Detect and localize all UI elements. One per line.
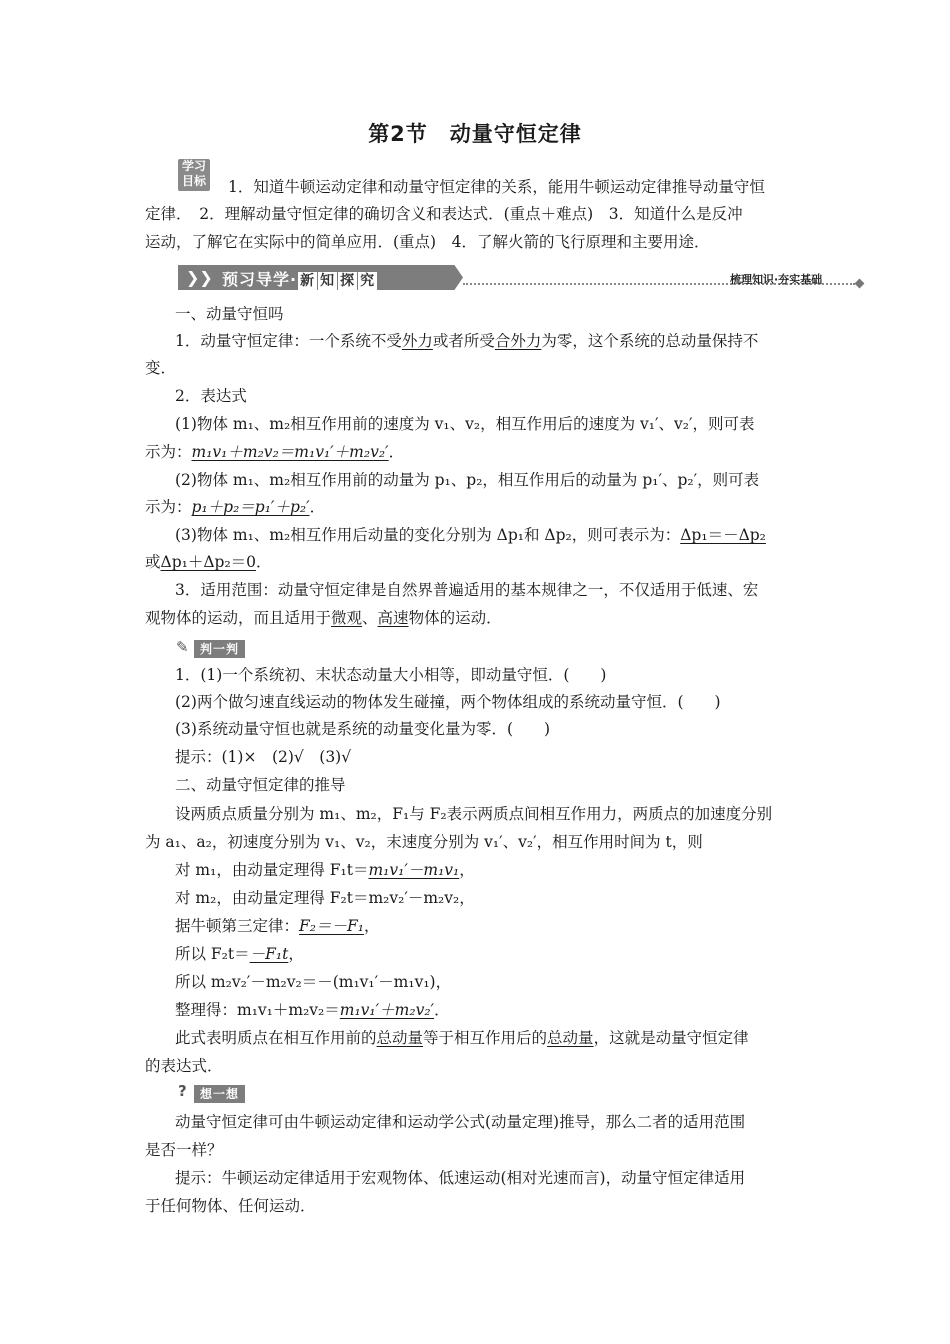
s1-e1: (1)物体 m₁、m₂相互作用前的速度为 v₁、v₂，相互作用后的速度为 v₁′、v₂′，则可表 <box>175 415 755 433</box>
judge-q2: (2)两个做匀速直线运动的物体发生碰撞，两个物体组成的系统动量守恒．( ) <box>175 693 721 711</box>
s1-e3 <box>175 522 805 549</box>
judge-tag: 判一判 <box>194 640 245 658</box>
s1-e3-cont <box>145 549 805 576</box>
s2-d1: 设两质点质量分别为 m₁、m₂，F₁与 F₂表示两质点间相互作用力，两质点的加速度分别 <box>175 805 773 823</box>
s1-blank-delta-p-1: Δp₁＝－Δp₂ <box>680 526 766 544</box>
s2-d6-text: 所以 F₂t＝ <box>175 945 250 963</box>
banner-subtitle: 梳理知识·夯实基础 <box>730 273 823 286</box>
s1-e2: (2)物体 m₁、m₂相互作用前的动量为 p₁、p₂，相互作用后的动量为 p₁′、p₂′，则可表 <box>175 471 760 489</box>
s2-blank-final-expression: m₁v₁′＋m₂v₂′ <box>339 1001 435 1019</box>
s2-d5-end: ， <box>363 917 380 935</box>
s2-d9-text-c: ，这就是动量守恒定律 <box>593 1029 749 1047</box>
s2-d6-end: ， <box>288 945 304 963</box>
s1-e1-cont <box>145 439 805 466</box>
think-q1: 动量守恒定律可由牛顿运动定律和运动学公式(动量定理)推导，那么二者的适用范围 <box>175 1113 746 1131</box>
s2-d3-end: ， <box>459 861 475 879</box>
s2-d9-text-b: 等于相互作用后的 <box>423 1029 548 1047</box>
s2-blank-m1-change: m₁v₁′－m₁v₁ <box>368 861 460 879</box>
s1-blank-delta-p-2: Δp₁＋Δp₂＝0 <box>160 553 257 571</box>
s2-d3-text: 对 m₁，由动量定理得 F₁t＝ <box>175 861 369 879</box>
banner-title-text: 预习导学· <box>222 270 298 289</box>
s1-p1-cont: 变． <box>145 359 177 377</box>
s1-blank-high-speed: 高速 <box>377 609 409 627</box>
s2-d6 <box>175 941 805 968</box>
s1-blank-external-force: 外力 <box>401 332 433 350</box>
s1-p3-sep: 、 <box>362 609 378 627</box>
s2-blank-impulse: －F₁t <box>249 945 289 963</box>
s1-blank-net-force: 合外力 <box>494 332 542 350</box>
s1-blank-microscopic: 微观 <box>331 609 363 627</box>
s1-p1-text-b: 或者所受 <box>432 332 495 350</box>
think-q2: 是否一样？ <box>145 1141 223 1159</box>
s1-e1-end: ． <box>388 443 405 461</box>
think-a2: 于任何物体、任何运动． <box>145 1197 316 1215</box>
think-a1: 提示：牛顿运动定律适用于宏观物体、低速运动(相对光速而言)，动量守恒定律适用 <box>175 1169 746 1187</box>
s2-d5 <box>175 913 805 940</box>
s1-p1 <box>175 328 805 355</box>
s2-blank-third-law: F₂＝－F₁ <box>299 917 364 935</box>
banner-box-1: 新 <box>300 273 316 289</box>
s2-d7: 所以 m₂v₂′－m₂v₂＝－(m₁v₁′－m₁v₁)， <box>175 973 452 991</box>
s2-blank-total-momentum-2: 总动量 <box>547 1029 594 1047</box>
s2-d4: 对 m₂，由动量定理得 F₂t＝m₂v₂′－m₂v₂， <box>175 889 475 907</box>
objectives-badge-bottom: 目标 <box>181 174 206 188</box>
s1-p3: 3．适用范围：动量守恒定律是自然界普遍适用的基本规律之一，不仅适用于低速、宏 <box>175 581 759 599</box>
s1-blank-velocity-expression: m₁v₁＋m₂v₂＝m₁v₁′＋m₂v₂′ <box>191 443 389 461</box>
objectives-badge-top: 学习 <box>181 159 206 173</box>
s1-e2-lead: 示为： <box>145 498 192 516</box>
objectives-line-3: 运动，了解它在实际中的简单应用．(重点) 4．了解火箭的飞行原理和主要用途． <box>145 233 710 251</box>
s2-blank-total-momentum-1: 总动量 <box>376 1029 424 1047</box>
s2-d2: 为 a₁、a₂，初速度分别为 v₁、v₂，末速度分别为 v₁′、v₂′，相互作用时间为 t，则 <box>145 833 703 851</box>
s1-e2-cont <box>145 494 805 521</box>
s1-p1-text-c: 为零，这个系统的总动量保持不 <box>541 332 759 350</box>
think-tag: 想一想 <box>194 1085 245 1103</box>
banner-box-3: 探 <box>340 273 356 289</box>
s1-e3-text: (3)物体 m₁、m₂相互作用后动量的变化分别为 Δp₁和 Δp₂，则可表示为： <box>175 526 681 544</box>
s1-p3-cont <box>145 605 805 632</box>
banner-box-2: 知 <box>320 273 336 289</box>
double-chevron-icon: ❯❯ <box>186 268 213 287</box>
s2-d5-text: 据牛顿第三定律： <box>175 917 300 935</box>
s1-p3-text-c: 物体的运动． <box>408 609 502 627</box>
diamond-icon <box>855 279 865 289</box>
judge-q1: 1．(1)一个系统初、末状态动量大小相等，即动量守恒．( ) <box>175 666 607 684</box>
s1-heading: 一、动量守恒吗 <box>175 305 284 323</box>
section-title: 第2节 动量守恒定律 <box>368 122 582 146</box>
s1-e1-lead: 示为： <box>145 443 192 461</box>
question-icon: ? <box>178 1082 187 1100</box>
s1-e2-end: ． <box>309 498 326 516</box>
s2-d9 <box>175 1025 805 1052</box>
s2-d3 <box>175 857 805 884</box>
s1-e3-or: 或 <box>145 553 161 571</box>
s2-d8 <box>175 997 805 1024</box>
s1-blank-momentum-expression: p₁＋p₂＝p₁′＋p₂′ <box>191 498 310 516</box>
pen-icon: ✎ <box>176 638 189 656</box>
judge-answer: 提示：(1)× (2)√ (3)√ <box>175 748 352 766</box>
judge-q3: (3)系统动量守恒也就是系统的动量变化量为零．( ) <box>175 720 551 738</box>
s2-d10: 的表达式． <box>145 1057 223 1075</box>
banner-box-4: 究 <box>360 273 376 289</box>
s2-d9-text-a: 此式表明质点在相互作用前的 <box>175 1029 377 1047</box>
objectives-badge <box>178 159 210 191</box>
s1-p2: 2．表达式 <box>175 387 247 405</box>
s1-e3-end: ． <box>256 553 272 571</box>
objectives-line-2: 定律． 2．理解动量守恒定律的确切含义和表达式．(重点＋难点) 3．知道什么是反冲 <box>145 205 743 223</box>
banner-title <box>222 267 377 290</box>
s1-p1-text-a: 1．动量守恒定律：一个系统不受 <box>175 332 402 350</box>
s2-heading: 二、动量守恒定律的推导 <box>175 776 346 794</box>
s2-d8-end: ． <box>434 1001 450 1019</box>
objectives-line-1: 1．知道牛顿运动定律和动量守恒定律的关系，能用牛顿运动定律推导动量守恒 <box>228 178 765 196</box>
s1-p3-text-b: 观物体的运动，而且适用于 <box>145 609 332 627</box>
s2-d8-text: 整理得：m₁v₁＋m₂v₂＝ <box>175 1001 340 1019</box>
